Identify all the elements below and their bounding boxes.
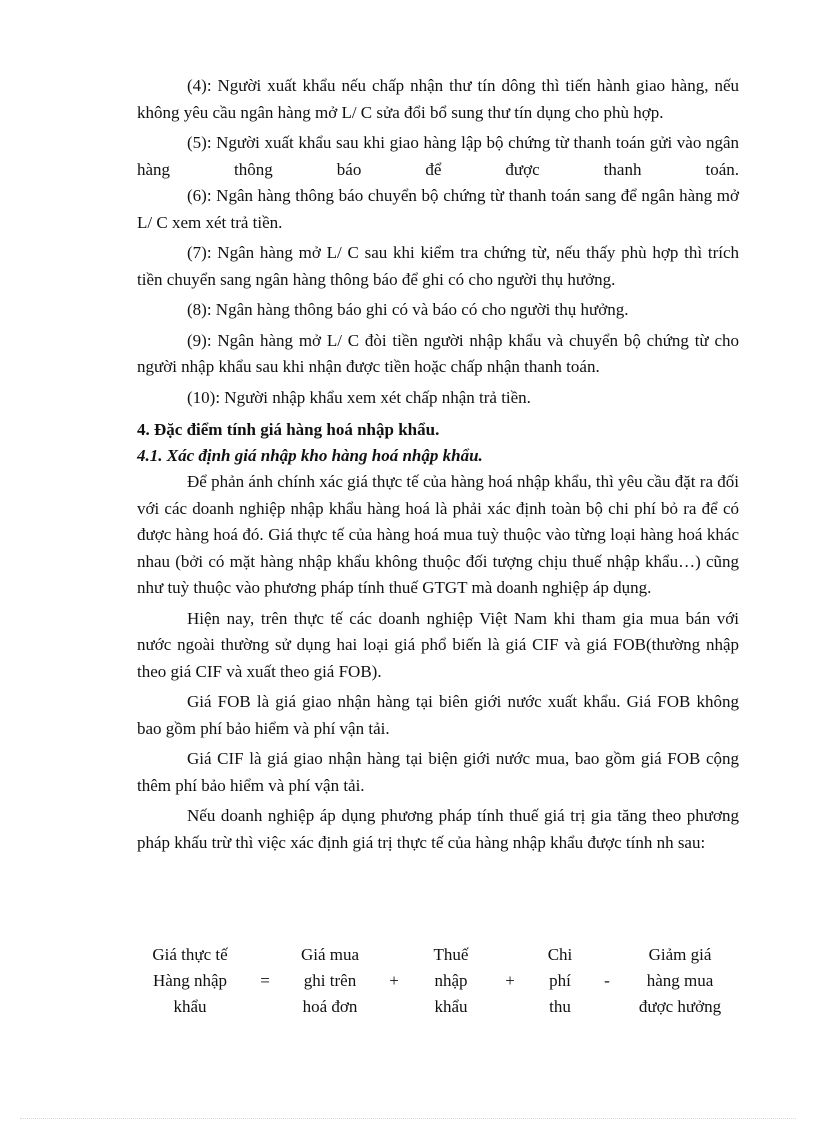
formula-result: Giá thực tế Hàng nhập khẩu bbox=[152, 945, 228, 1016]
body-paragraph-2: Hiện nay, trên thực tế các doanh nghiệp Việt Nam khi tham gia mua bán với nước ngoài thường sử dụng hai loại giá phổ biến là giá CIF và giá FOB(thường nhập theo giá CIF và xuất theo giá FOB). bbox=[137, 608, 739, 681]
section-heading: 4. Đặc điểm tính giá hàng hoá nhập khẩu. bbox=[137, 420, 440, 439]
formula-term-import-tax: Thuế nhập khẩu bbox=[433, 945, 469, 1016]
body-paragraph-1: Để phản ánh chính xác giá thực tế của hàng hoá nhập khẩu, thì yêu cầu đặt ra đối với các doanh nghiệp nhập khẩu hàng hoá là phải xác định toàn bộ chi phí bỏ ra để có được hàng hoá đó. Giá thực tế của hàng hoá mua tuỳ thuộc vào từng loại hàng hoá khác nhau (bởi có mặt hàng nhập khẩu không thuộc đối tượng chịu thuế nhập khẩu…) cũng như tuỳ thuộc vào phương pháp tính thuế GTGT mà doanh nghiệp áp dụng. bbox=[137, 472, 739, 597]
paragraph-step-9: (9): Ngân hàng mở L/ C đòi tiền người nhập khẩu và chuyển bộ chứng từ cho người nhập khẩu sau khi nhận được tiền hoặc chấp nhận thanh toán. bbox=[137, 330, 739, 376]
page-bottom-rule bbox=[20, 1118, 796, 1119]
formula-minus: - bbox=[604, 971, 610, 990]
formula-term-costs: Chi phí thu bbox=[547, 945, 573, 1016]
body-paragraph-4: Giá CIF là giá giao nhận hàng tại biện giới nước mua, bao gồm giá FOB cộng thêm phí bảo hiểm và phí vận tải. bbox=[137, 749, 739, 795]
paragraph-step-5: (5): Người xuất khẩu sau khi giao hàng lập bộ chứng từ thanh toán gửi vào ngân hàng thông báo để được thanh toán. bbox=[137, 133, 739, 179]
formula-plus-2: + bbox=[505, 971, 515, 990]
paragraph-step-8: (8): Ngân hàng thông báo ghi có và báo có cho người thụ hưởng. bbox=[187, 300, 629, 319]
body-paragraph-5: Nếu doanh nghiệp áp dụng phương pháp tính thuế giá trị gia tăng theo phương pháp khấu trừ thì việc xác định giá trị thực tế của hàng nhập khẩu được tính nh sau: bbox=[137, 806, 739, 852]
paragraph-step-10: (10): Người nhập khẩu xem xét chấp nhận trả tiền. bbox=[187, 387, 531, 407]
subsection-heading: 4.1. Xác định giá nhập kho hàng hoá nhập khẩu. bbox=[137, 446, 483, 465]
paragraph-step-6: (6): Ngân hàng thông báo chuyển bộ chứng từ thanh toán sang để ngân hàng mở L/ C xem xét trả tiền. bbox=[137, 186, 739, 232]
formula-term-purchase-price: Giá mua ghi trên hoá đơn bbox=[300, 945, 360, 1016]
formula-plus-1: + bbox=[389, 971, 399, 990]
paragraph-step-7: (7): Ngân hàng mở L/ C sau khi kiểm tra chứng từ, nếu thấy phù hợp thì trích tiền chuyển sang ngân hàng thông báo để ghi có cho người thụ hưởng. bbox=[137, 243, 739, 289]
price-formula bbox=[137, 942, 739, 1022]
formula-term-discount: Giảm giá hàng mua được hưởng bbox=[638, 945, 722, 1016]
paragraph-step-4: (4): Người xuất khẩu nếu chấp nhận thư tín dông thì tiến hành giao hàng, nếu không yêu cầu ngân hàng mở L/ C sửa đổi bổ sung thư tín dụng cho phù hợp. bbox=[137, 76, 739, 122]
document-body bbox=[137, 73, 739, 856]
formula-equals: = bbox=[260, 971, 270, 990]
body-paragraph-3: Giá FOB là giá giao nhận hàng tại biên giới nước xuất khẩu. Giá FOB không bao gồm phí bảo hiểm và phí vận tải. bbox=[137, 692, 739, 738]
